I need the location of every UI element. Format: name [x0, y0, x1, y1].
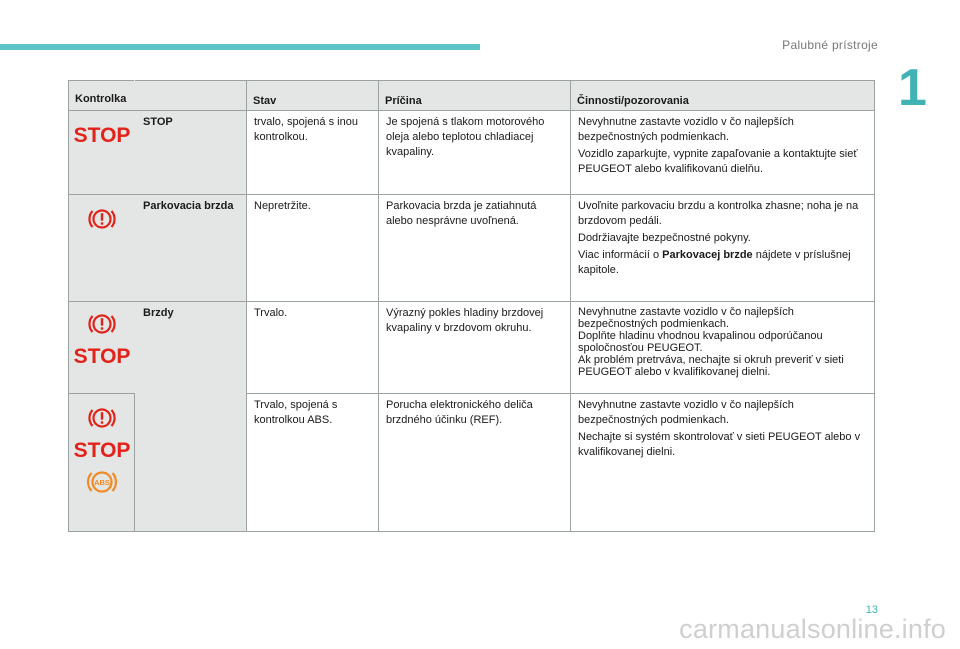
- stop-icon: [73, 438, 130, 462]
- page-number: 13: [865, 604, 878, 616]
- col-header-pricina: Príčina: [379, 81, 571, 111]
- table-row: [69, 195, 875, 302]
- icon-cell: [69, 111, 135, 195]
- col-header-empty: [135, 81, 247, 111]
- table-row: [69, 111, 875, 195]
- svg-text:STOP: STOP: [73, 345, 130, 368]
- cinnosti-line: Doplňte hladinu vhodnou kvapalinou odporúčanou spoločnosťou PEUGEOT.: [578, 330, 823, 354]
- brake-warning-icon: [86, 312, 118, 336]
- svg-text:STOP: STOP: [73, 124, 130, 147]
- table-header-row: [69, 81, 875, 111]
- pricina-cell: Výrazný pokles hladiny brzdovej kvapaliny v brzdovom okruhu.: [379, 302, 571, 394]
- accent-bar: [0, 44, 480, 50]
- pricina-cell: Porucha elektronického deliča brzdného účinku (REF).: [379, 394, 571, 532]
- pricina-cell: Parkovacia brzda je zatiahnutá alebo nesprávne uvoľnená.: [379, 195, 571, 302]
- col-header-stav: Stav: [247, 81, 379, 111]
- cinnosti-cell: [571, 195, 875, 302]
- stav-cell: Trvalo, spojená s kontrolkou ABS.: [247, 394, 379, 532]
- stop-icon: [73, 344, 130, 368]
- ref-bold: Parkovacej brzde: [662, 249, 753, 261]
- section-title: Palubné prístroje: [782, 38, 878, 52]
- svg-text:STOP: STOP: [73, 439, 130, 462]
- cinnosti-line: Nechajte si systém skontrolovať v sieti PEUGEOT alebo v kvalifikovanej dielni.: [578, 431, 861, 458]
- cinnosti-line: Vozidlo zaparkujte, vypnite zapaľovanie a kontaktujte sieť PEUGEOT alebo kvalifikovanú dielňu.: [578, 148, 858, 175]
- stop-icon: [73, 123, 130, 147]
- cinnosti-line: Nevyhnutne zastavte vozidlo v čo najlepších bezpečnostných podmienkach.: [578, 399, 794, 426]
- stav-cell: Trvalo.: [247, 302, 379, 394]
- light-name: Brzdy: [135, 302, 247, 532]
- icon-cell: [69, 195, 135, 302]
- icon-cell: [69, 394, 135, 532]
- pricina-cell: Je spojená s tlakom motorového oleja alebo teplotou chladiacej kvapaliny.: [379, 111, 571, 195]
- ref-suffix: nájdete v príslušnej kapitole.: [578, 249, 851, 276]
- cinnosti-cell: [571, 302, 875, 394]
- watermark: carmanualsonline.info: [679, 614, 946, 644]
- abs-icon: [84, 468, 120, 496]
- chapter-number: 1: [898, 59, 927, 117]
- stav-cell: Nepretržite.: [247, 195, 379, 302]
- cinnosti-line: Uvoľnite parkovaciu brzdu a kontrolka zhasne; noha je na brzdovom pedáli.: [578, 200, 859, 227]
- table-row: [69, 302, 875, 394]
- ref-prefix: Viac informácií o: [578, 249, 663, 261]
- cinnosti-line: Dodržiavajte bezpečnostné pokyny.: [578, 232, 751, 244]
- stav-cell: trvalo, spojená s inou kontrolkou.: [247, 111, 379, 195]
- light-name: Parkovacia brzda: [135, 195, 247, 302]
- cinnosti-ref-line: [578, 248, 867, 278]
- cinnosti-line: Ak problém pretrváva, nechajte si okruh preveriť v sieti PEUGEOT alebo v kvalifikovanej dielni.: [578, 354, 844, 378]
- col-header-cinnosti: Činnosti/pozorovania: [571, 81, 875, 111]
- cinnosti-line: Nevyhnutne zastavte vozidlo v čo najlepších bezpečnostných podmienkach.: [578, 306, 794, 330]
- brake-warning-icon: [86, 406, 118, 430]
- svg-text:ABS: ABS: [93, 478, 110, 487]
- warning-lights-table: [68, 80, 875, 532]
- col-header-kontrolka: Kontrolka: [69, 81, 135, 111]
- brake-warning-icon: [86, 207, 118, 231]
- cinnosti-cell: [571, 394, 875, 532]
- cinnosti-line: Nevyhnutne zastavte vozidlo v čo najlepších bezpečnostných podmienkach.: [578, 116, 794, 143]
- cinnosti-cell: [571, 111, 875, 195]
- light-name: STOP: [135, 111, 247, 195]
- icon-cell: [69, 302, 135, 394]
